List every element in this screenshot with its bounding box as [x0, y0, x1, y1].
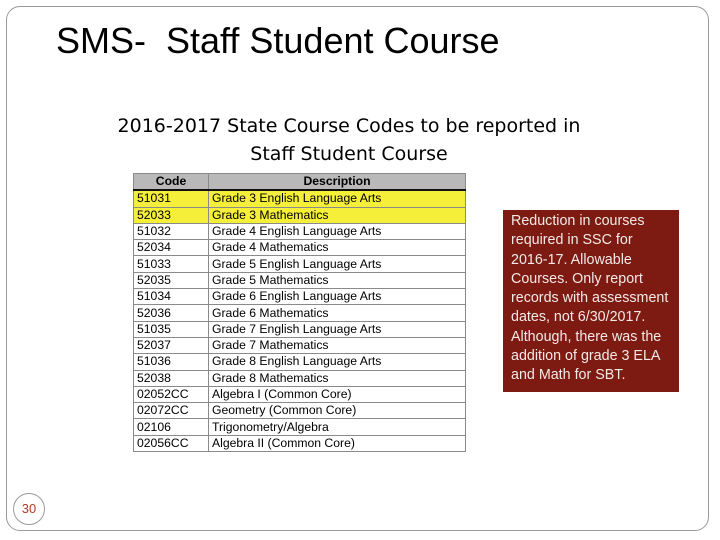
course-code-cell: 52035	[134, 272, 209, 288]
column-header-description: Description	[209, 174, 466, 191]
course-code-cell: 51031	[134, 190, 209, 207]
table-row	[134, 419, 466, 435]
slide-title: SMS- Staff Student Course	[56, 20, 500, 61]
table-row	[134, 370, 466, 386]
table-row	[134, 435, 466, 451]
course-code-cell: 02056CC	[134, 435, 209, 451]
table-header-row	[134, 174, 466, 191]
course-code-cell: 52033	[134, 207, 209, 223]
course-description-cell: Grade 3 Mathematics	[209, 207, 466, 223]
course-description-cell: Grade 5 English Language Arts	[209, 256, 466, 272]
course-description-cell: Geometry (Common Core)	[209, 403, 466, 419]
course-code-cell: 51032	[134, 223, 209, 239]
table-row	[134, 305, 466, 321]
subtitle-line-1: 2016-2017 State Course Codes to be reported in	[117, 115, 581, 137]
course-description-cell: Grade 6 Mathematics	[209, 305, 466, 321]
subtitle-line-2: Staff Student Course	[250, 143, 448, 165]
course-description-cell: Grade 4 Mathematics	[209, 240, 466, 256]
table-body	[134, 190, 466, 451]
column-header-code: Code	[134, 174, 209, 191]
course-description-cell: Trigonometry/Algebra	[209, 419, 466, 435]
course-code-cell: 51033	[134, 256, 209, 272]
table-row	[134, 386, 466, 402]
course-code-cell: 02052CC	[134, 386, 209, 402]
course-code-cell: 51034	[134, 289, 209, 305]
course-code-cell: 02106	[134, 419, 209, 435]
course-description-cell: Grade 8 English Language Arts	[209, 354, 466, 370]
table-row	[134, 190, 466, 207]
slide-subtitle	[0, 112, 698, 168]
course-description-cell: Grade 7 English Language Arts	[209, 321, 466, 337]
table-row	[134, 289, 466, 305]
course-description-cell: Grade 6 English Language Arts	[209, 289, 466, 305]
table-row	[134, 223, 466, 239]
course-code-cell: 51036	[134, 354, 209, 370]
table-row	[134, 240, 466, 256]
course-codes-table	[133, 173, 466, 452]
course-code-cell: 52038	[134, 370, 209, 386]
course-description-cell: Grade 8 Mathematics	[209, 370, 466, 386]
table-row	[134, 256, 466, 272]
table-row	[134, 207, 466, 223]
course-code-cell: 52036	[134, 305, 209, 321]
table-row	[134, 403, 466, 419]
course-code-cell: 52034	[134, 240, 209, 256]
course-description-cell: Grade 7 Mathematics	[209, 337, 466, 353]
note-callout: Reduction in courses required in SSC for 2016-17. Allowable Courses. Only report records with assessment dates, not 6/30/2017. Although, there was the addition of grade 3 ELA and Math for SBT.	[503, 210, 679, 392]
table-row	[134, 321, 466, 337]
table-row	[134, 337, 466, 353]
course-code-cell: 51035	[134, 321, 209, 337]
page-number: 30	[13, 493, 45, 525]
course-description-cell: Grade 5 Mathematics	[209, 272, 466, 288]
course-description-cell: Grade 3 English Language Arts	[209, 190, 466, 207]
course-description-cell: Algebra II (Common Core)	[209, 435, 466, 451]
table-row	[134, 354, 466, 370]
course-description-cell: Grade 4 English Language Arts	[209, 223, 466, 239]
course-description-cell: Algebra I (Common Core)	[209, 386, 466, 402]
table-row	[134, 272, 466, 288]
course-code-cell: 02072CC	[134, 403, 209, 419]
course-code-cell: 52037	[134, 337, 209, 353]
